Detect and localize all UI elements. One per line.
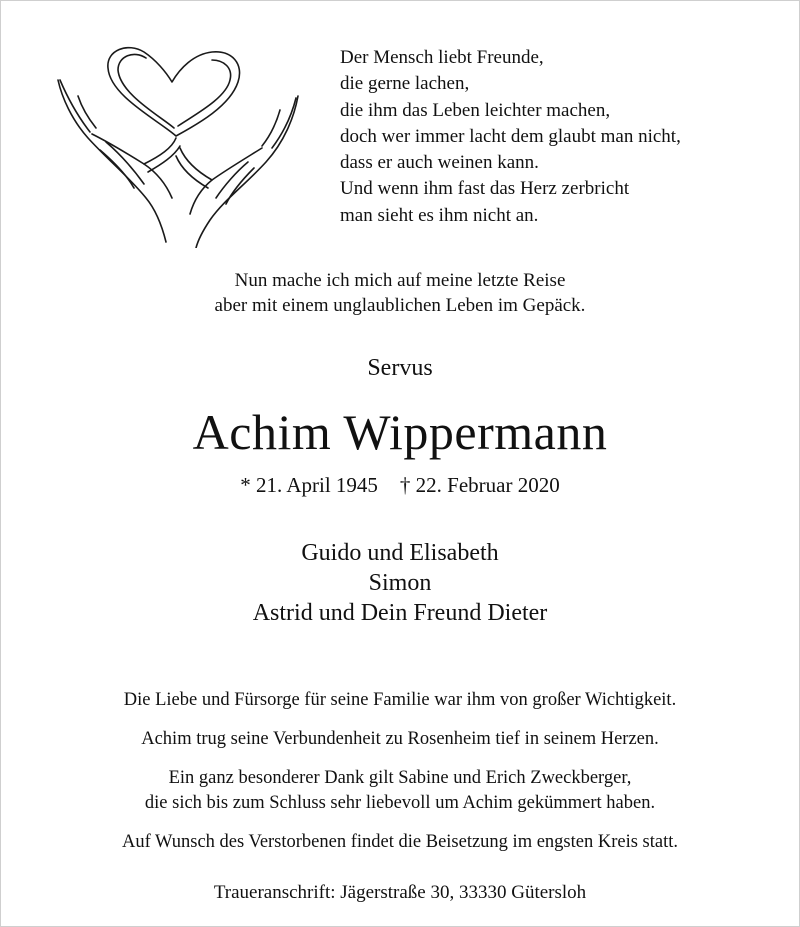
poem-line: Der Mensch liebt Freunde, — [340, 47, 544, 68]
paragraph-line: Ein ganz besonderer Dank gilt Sabine und Erich Zweckberger, — [168, 768, 632, 788]
farewell-line: Nun mache ich mich auf meine letzte Reise — [234, 270, 566, 291]
poem — [340, 45, 780, 229]
farewell-line: aber mit einem unglaublichen Leben im Gepäck. — [214, 295, 586, 316]
paragraph-line: Die Liebe und Fürsorge für seine Familie war ihm von großer Wichtigkeit. — [123, 690, 677, 710]
deceased-name: Achim Wippermann — [192, 404, 608, 460]
poem-line: die ihm das Leben leichter machen, — [340, 99, 611, 121]
life-dates — [0, 471, 800, 499]
poem-line: Und wenn ihm fast das Herz zerbricht — [340, 178, 630, 200]
paragraph-line: Achim trug seine Verbundenheit zu Rosenheim tief in seinem Herzen. — [141, 729, 659, 749]
mourner-line: Guido und Elisabeth — [301, 540, 499, 566]
poem-line: doch wer immer lacht dem glaubt man nicht, — [340, 125, 681, 147]
greeting: Servus — [367, 355, 433, 381]
mourners — [0, 538, 800, 628]
birth-date: * 21. April 1945 — [240, 473, 378, 497]
mourner-line: Astrid und Dein Freund Dieter — [252, 600, 548, 626]
farewell-quote — [0, 268, 800, 318]
heart-hands-icon — [48, 38, 308, 248]
paragraph-line: die sich bis zum Schluss sehr liebevoll um Achim gekümmert haben. — [144, 793, 656, 813]
paragraph-line: Auf Wunsch des Verstorbenen findet die Beisetzung im engsten Kreis statt. — [121, 832, 679, 852]
death-date: † 22. Februar 2020 — [399, 473, 560, 497]
poem-line: die gerne lachen, — [340, 73, 470, 95]
poem-line: dass er auch weinen kann. — [340, 152, 539, 174]
notice-text — [0, 674, 800, 869]
mourning-address: Traueranschrift: Jägerstraße 30, 33330 Gütersloh — [213, 882, 587, 903]
poem-line: man sieht es ihm nicht an. — [340, 204, 539, 226]
mourner-line: Simon — [368, 570, 432, 596]
